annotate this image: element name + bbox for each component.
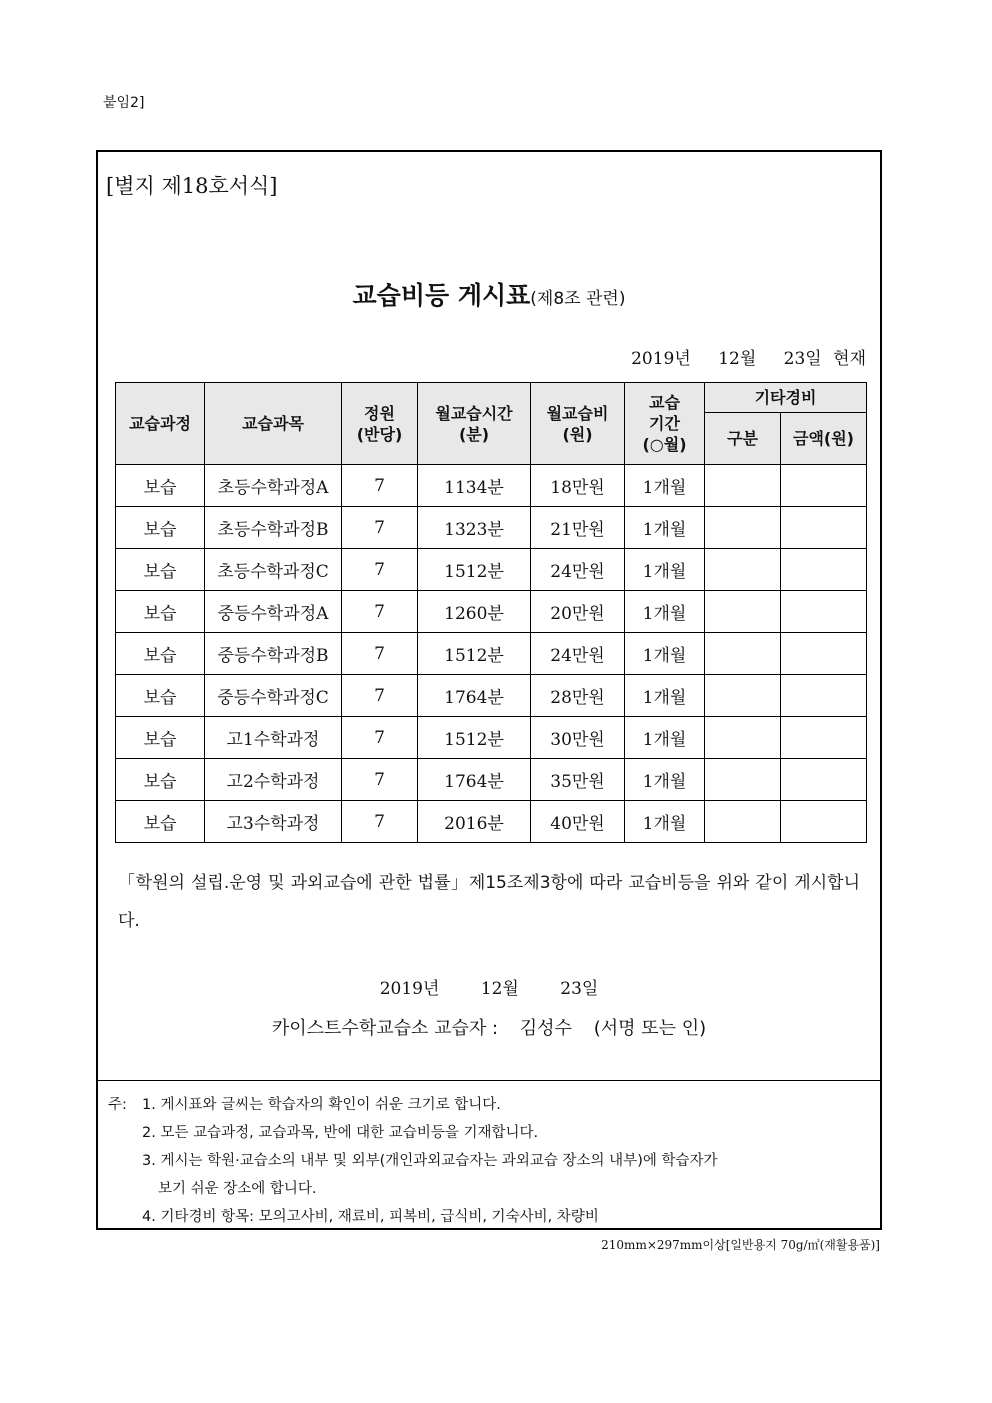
cell-period: 1개월 (625, 465, 705, 507)
table-row (116, 465, 867, 507)
signer-name: 김성수 (519, 1018, 572, 1039)
cell-time: 1512분 (418, 633, 531, 675)
cell-other-type (705, 507, 781, 549)
sign-day: 23일 (560, 979, 599, 999)
cell-course: 보습 (116, 717, 205, 759)
cell-other-amount (781, 633, 867, 675)
cell-subject: 초등수학과정C (205, 549, 342, 591)
note-text: 4. 기타경비 항목: 모의고사비, 재료비, 피복비, 급식비, 기숙사비, 차량비 (142, 1209, 599, 1225)
cell-time: 1260분 (418, 591, 531, 633)
cell-fee: 28만원 (531, 675, 625, 717)
note-text: 3. 게시는 학원·교습소의 내부 및 외부(개인과외교습자는 과외교습 장소의 내부)에 학습자가 (142, 1153, 718, 1169)
sign-note: (서명 또는 인) (593, 1018, 707, 1039)
cell-capacity: 7 (342, 801, 418, 843)
header-capacity: 정원 (반당) (342, 383, 418, 465)
table-row (116, 591, 867, 633)
paper-spec: 210mm×297mm이상[일반용지 70g/㎡(재활용품)] (601, 1238, 880, 1252)
cell-period: 1개월 (625, 507, 705, 549)
cell-period: 1개월 (625, 549, 705, 591)
cell-course: 보습 (116, 801, 205, 843)
cell-other-type (705, 801, 781, 843)
header-monthly-fee: 월교습비 (원) (531, 383, 625, 465)
cell-course: 보습 (116, 591, 205, 633)
cell-subject: 초등수학과정B (205, 507, 342, 549)
cell-subject: 고2수학과정 (205, 759, 342, 801)
cell-subject: 중등수학과정C (205, 675, 342, 717)
note-item (98, 1175, 880, 1203)
cell-time: 2016분 (418, 801, 531, 843)
header-monthly-time: 월교습시간 (분) (418, 383, 531, 465)
cell-capacity: 7 (342, 675, 418, 717)
cell-other-type (705, 465, 781, 507)
note-item (98, 1203, 880, 1231)
cell-other-amount (781, 507, 867, 549)
cell-fee: 20만원 (531, 591, 625, 633)
cell-fee: 24만원 (531, 549, 625, 591)
signature-date (98, 974, 880, 999)
cell-subject: 고3수학과정 (205, 801, 342, 843)
cell-other-amount (781, 675, 867, 717)
table-row (116, 675, 867, 717)
cell-fee: 21만원 (531, 507, 625, 549)
table-row (116, 507, 867, 549)
title-main: 교습비등 게시표 (352, 281, 531, 310)
cell-other-type (705, 759, 781, 801)
header-subject: 교습과목 (205, 383, 342, 465)
header-other-expenses: 기타경비 (705, 383, 867, 413)
cell-other-amount (781, 549, 867, 591)
cell-capacity: 7 (342, 465, 418, 507)
form-number-label: [별지 제18호서식] (106, 174, 278, 198)
notes-prefix: 주: (108, 1097, 127, 1113)
note-item (98, 1147, 880, 1175)
cell-period: 1개월 (625, 717, 705, 759)
cell-other-amount (781, 591, 867, 633)
cell-other-amount (781, 801, 867, 843)
cell-time: 1134분 (418, 465, 531, 507)
note-item (98, 1119, 880, 1147)
table-row (116, 633, 867, 675)
table-row (116, 549, 867, 591)
attachment-label: 붙임2] (103, 95, 145, 111)
cell-fee: 24만원 (531, 633, 625, 675)
form-frame (96, 150, 882, 1230)
cell-course: 보습 (116, 675, 205, 717)
sign-year: 2019년 (379, 979, 440, 999)
cell-fee: 18만원 (531, 465, 625, 507)
date-year: 2019년 (631, 349, 691, 369)
document-title (98, 276, 880, 312)
cell-fee: 40만원 (531, 801, 625, 843)
date-month: 12월 (718, 349, 757, 369)
cell-subject: 초등수학과정A (205, 465, 342, 507)
cell-course: 보습 (116, 633, 205, 675)
cell-period: 1개월 (625, 675, 705, 717)
cell-capacity: 7 (342, 633, 418, 675)
cell-time: 1323분 (418, 507, 531, 549)
cell-other-type (705, 549, 781, 591)
institution-name: 카이스트수학교습소 교습자 : (271, 1018, 499, 1039)
note-text: 보기 쉬운 장소에 합니다. (158, 1181, 317, 1197)
signer-line (98, 1014, 880, 1040)
cell-capacity: 7 (342, 591, 418, 633)
cell-course: 보습 (116, 549, 205, 591)
note-text: 1. 게시표와 글씨는 학습자의 확인이 쉬운 크기로 합니다. (142, 1097, 501, 1113)
legal-statement: 「학원의 설립.운영 및 과외교습에 관한 법률」제15조제3항에 따라 교습비등을 위와 같이 게시합니다. (118, 873, 860, 931)
header-other-amount: 금액(원) (781, 413, 867, 465)
cell-time: 1512분 (418, 549, 531, 591)
cell-period: 1개월 (625, 759, 705, 801)
cell-other-type (705, 591, 781, 633)
cell-fee: 35만원 (531, 759, 625, 801)
header-period: 교습 기간 (○월) (625, 383, 705, 465)
cell-subject: 중등수학과정B (205, 633, 342, 675)
cell-other-amount (781, 759, 867, 801)
cell-other-type (705, 633, 781, 675)
cell-capacity: 7 (342, 549, 418, 591)
cell-capacity: 7 (342, 507, 418, 549)
notes-section (98, 1080, 880, 1231)
title-sub: (제8조 관련) (530, 289, 626, 309)
cell-course: 보습 (116, 507, 205, 549)
cell-period: 1개월 (625, 801, 705, 843)
sign-month: 12월 (480, 979, 519, 999)
cell-time: 1764분 (418, 759, 531, 801)
cell-time: 1764분 (418, 675, 531, 717)
cell-other-amount (781, 717, 867, 759)
date-day: 23일 (783, 349, 822, 369)
cell-fee: 30만원 (531, 717, 625, 759)
table-row (116, 717, 867, 759)
header-course: 교습과정 (116, 383, 205, 465)
cell-subject: 중등수학과정A (205, 591, 342, 633)
date-suffix: 현재 (833, 349, 866, 369)
cell-capacity: 7 (342, 717, 418, 759)
table-row (116, 801, 867, 843)
cell-course: 보습 (116, 465, 205, 507)
fee-table (115, 382, 867, 843)
cell-period: 1개월 (625, 633, 705, 675)
cell-other-amount (781, 465, 867, 507)
cell-course: 보습 (116, 759, 205, 801)
cell-period: 1개월 (625, 591, 705, 633)
note-text: 2. 모든 교습과정, 교습과목, 반에 대한 교습비등을 기재합니다. (142, 1125, 539, 1141)
header-other-type: 구분 (705, 413, 781, 465)
cell-capacity: 7 (342, 759, 418, 801)
note-item (98, 1091, 880, 1119)
table-row (116, 759, 867, 801)
cell-time: 1512분 (418, 717, 531, 759)
posting-date (631, 344, 866, 369)
cell-other-type (705, 675, 781, 717)
cell-other-type (705, 717, 781, 759)
cell-subject: 고1수학과정 (205, 717, 342, 759)
